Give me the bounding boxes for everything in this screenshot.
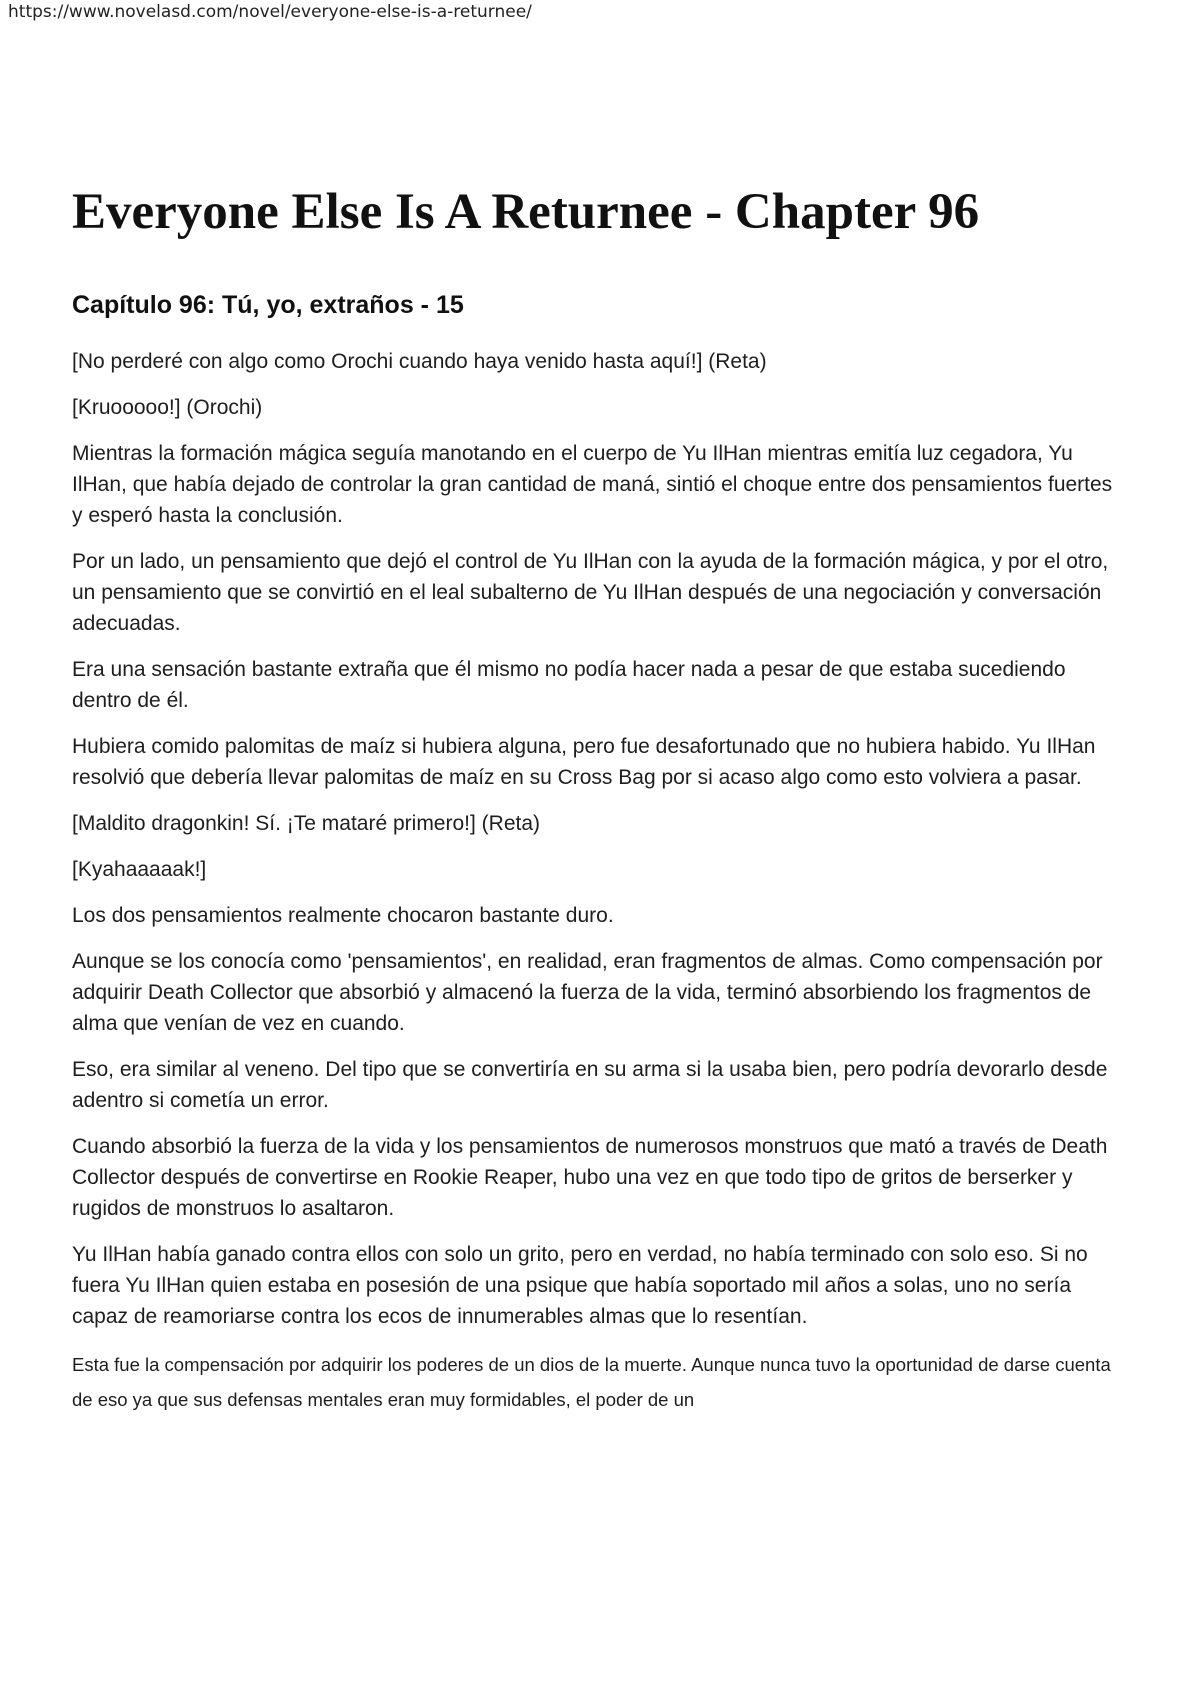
paragraph: Por un lado, un pensamiento que dejó el control de Yu IlHan con la ayuda de la formación mágica, y por el otro, un pensamiento que se convirtió en el leal subalterno de Yu IlHan después de una negociación y conversación adecuadas. [72,550,1109,635]
paragraph: Yu IlHan había ganado contra ellos con solo un grito, pero en verdad, no había terminado con solo eso. Si no fuera Yu IlHan quien estaba en posesión de una psique que había soportado mil años a solas, uno no sería capaz de reamoriarse contra los ecos de innumerables almas que lo resentían. [72,1243,1088,1328]
paragraph: Mientras la formación mágica seguía manotando en el cuerpo de Yu IlHan mientras emitía luz cegadora, Yu IlHan, que había dejado de controlar la gran cantidad de maná, sintió el choque entre dos pensamientos fuertes y esperó hasta la conclusión. [72,442,1113,527]
paragraph: [No perderé con algo como Orochi cuando haya venido hasta aquí!] (Reta) [72,350,767,373]
paragraph: Hubiera comido palomitas de maíz si hubiera alguna, pero fue desafortunado que no hubiera habido. Yu IlHan resolvió que debería llevar palomitas de maíz en su Cross Bag por si acaso algo como esto volviera a pasar. [72,735,1096,789]
paragraph: Esta fue la compensación por adquirir los poderes de un dios de la muerte. Aunque nunca tuvo la oportunidad de darse cuenta de eso ya que sus defensas mentales eran muy formidables, el poder de un [72,1354,1111,1410]
page-title: Everyone Else Is A Returnee - Chapter 96 [72,184,980,240]
paragraph: [Kyahaaaaak!] [72,858,207,881]
paragraph: [Maldito dragonkin! Sí. ¡Te mataré primero!] (Reta) [72,812,541,835]
paragraph: Eso, era similar al veneno. Del tipo que se convertiría en su arma si la usaba bien, pero podría devorarlo desde adentro si cometía un error. [72,1058,1108,1112]
paragraph: [Kruooooo!] (Orochi) [72,396,263,419]
page-url: https://www.novelasd.com/novel/everyone-else-is-a-returnee/ [8,2,532,22]
paragraph: Era una sensación bastante extraña que él mismo no podía hacer nada a pesar de que estaba sucediendo dentro de él. [72,658,1066,712]
paragraph: Cuando absorbió la fuerza de la vida y los pensamientos de numerosos monstruos que mató a través de Death Collector después de convertirse en Rookie Reaper, hubo una vez en que todo tipo de gritos de berserker y rugidos de monstruos lo asaltaron. [72,1135,1108,1220]
paragraph: Los dos pensamientos realmente chocaron bastante duro. [72,904,614,927]
chapter-subtitle: Capítulo 96: Tú, yo, extraños - 15 [72,291,464,319]
chapter-content [72,346,1122,1432]
paragraph: Aunque se los conocía como 'pensamientos', en realidad, eran fragmentos de almas. Como compensación por adquirir Death Collector que absorbió y almacenó la fuerza de la vida, terminó absorbiendo los fragmentos de alma que venían de vez en cuando. [72,950,1103,1035]
